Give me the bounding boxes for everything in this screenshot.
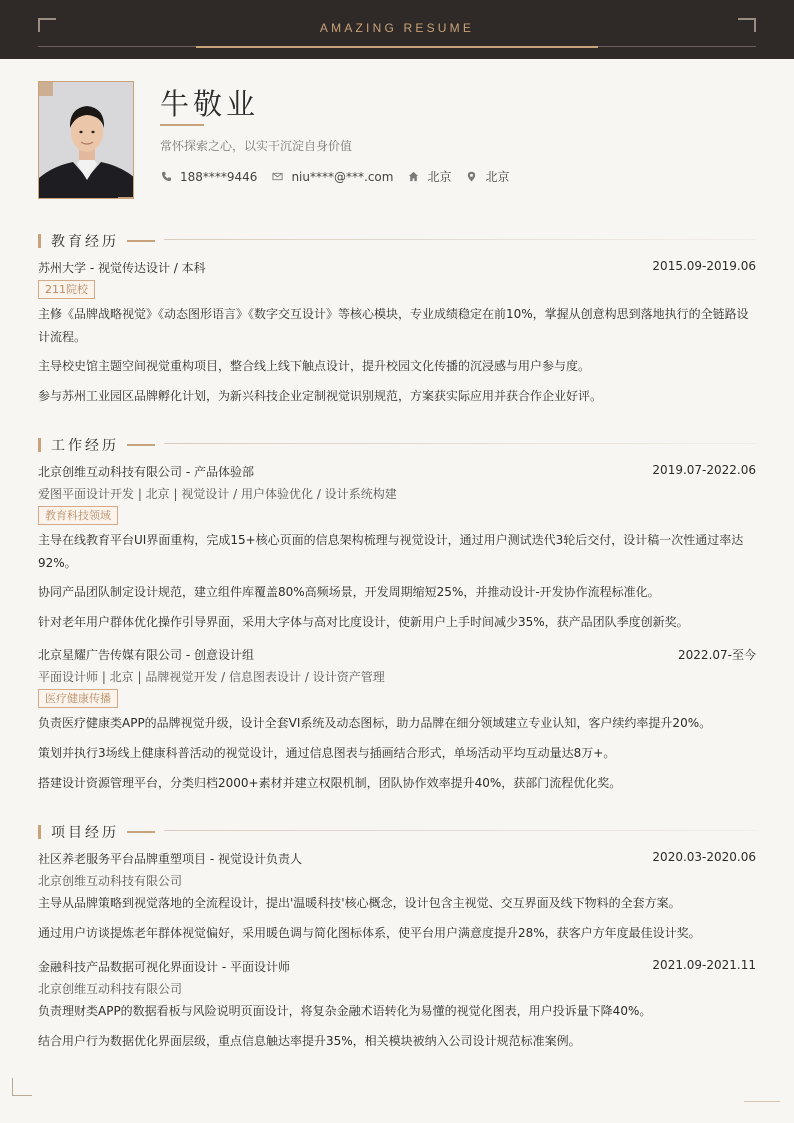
section-heading-projects — [38, 822, 155, 842]
entry-date: 2019.07-2022.06 — [652, 463, 756, 477]
header-bar — [0, 0, 794, 59]
email-address: niu****@***.com — [291, 169, 394, 184]
contact-location — [465, 168, 509, 185]
candidate-name: 牛敬业 — [160, 87, 260, 121]
project-entry-header — [38, 958, 756, 975]
section-title: 工作经历 — [51, 438, 119, 454]
section-divider — [164, 239, 756, 240]
heading-dash — [127, 831, 155, 833]
entry-paragraph: 主导在线教育平台UI界面重构，完成15+核心页面的信息架构梳理与视觉设计，通过用户测试迭代3轮后交付，设计稿一次性通过率达92%。 — [38, 533, 744, 570]
section-heading-education — [38, 231, 155, 251]
section-title: 教育经历 — [51, 234, 119, 250]
heading-dash — [127, 444, 155, 446]
entry-paragraph: 主导从品牌策略到视觉落地的全流程设计，提出'温暖科技'核心概念，设计包含主视觉、交互界面及线下物料的全套方案。 — [38, 896, 681, 910]
name-underline — [160, 124, 204, 126]
section-divider — [164, 830, 756, 831]
photo-corner-accent — [38, 81, 53, 96]
heading-dash — [127, 240, 155, 242]
entry-date: 2021.09-2021.11 — [652, 958, 756, 972]
entry-subtitle: 北京创维互动科技有限公司 — [38, 874, 183, 888]
heading-marker — [38, 234, 41, 248]
section-heading-work — [38, 435, 155, 455]
location-pin-icon — [465, 171, 477, 183]
footer-line — [744, 1101, 780, 1102]
entry-paragraph: 参与苏州工业园区品牌孵化计划，为新兴科技企业定制视觉识别规范，方案获实际应用并获合作企业好评。 — [38, 389, 603, 403]
entry-paragraph: 搭建设计资源管理平台，分类归档2000+素材并建立权限机制，团队协作效率提升40%，获部门流程优化奖。 — [38, 776, 622, 790]
phone-icon — [160, 171, 172, 183]
entry-tag: 医疗健康传播 — [38, 689, 118, 708]
entry-title: 金融科技产品数据可视化界面设计 - 平面设计师 — [38, 960, 290, 974]
motto: 常怀探索之心，以实干沉淀自身价值 — [160, 139, 353, 153]
section-title: 项目经历 — [51, 825, 119, 841]
entry-title: 苏州大学 - 视觉传达设计 / 本科 — [38, 261, 206, 275]
entry-paragraph: 结合用户行为数据优化界面层级，重点信息触达率提升35%，相关模块被纳入公司设计规范标准案例。 — [38, 1034, 581, 1048]
entry-paragraph: 策划并执行3场线上健康科普活动的视觉设计，通过信息图表与插画结合形式，单场活动平均互动量达8万+。 — [38, 746, 616, 760]
contact-email — [271, 170, 393, 184]
contact-phone — [160, 170, 257, 184]
entry-title: 北京星耀广告传媒有限公司 - 创意设计组 — [38, 648, 254, 662]
photo-corner-accent — [118, 197, 134, 199]
entry-tag: 教育科技领域 — [38, 506, 118, 525]
entry-paragraph: 针对老年用户群体优化操作引导界面，采用大字体与高对比度设计，使新用户上手时间减少35%，获产品团队季度创新奖。 — [38, 615, 689, 629]
entry-subtitle: 爱图平面设计开发 | 北京 | 视觉设计 / 用户体验优化 / 设计系统构建 — [38, 487, 397, 501]
mail-icon — [271, 171, 283, 183]
entry-date: 2022.07-至今 — [678, 648, 756, 662]
work-entry-header — [38, 463, 756, 480]
entry-date: 2020.03-2020.06 — [652, 850, 756, 864]
entry-paragraph: 通过用户访谈提炼老年群体视觉偏好，采用暖色调与简化图标体系，使平台用户满意度提升28%，获客户方年度最佳设计奖。 — [38, 926, 701, 940]
entry-subtitle: 北京创维互动科技有限公司 — [38, 982, 183, 996]
contact-row — [160, 168, 523, 185]
heading-marker — [38, 438, 41, 452]
location-city: 北京 — [485, 170, 510, 184]
entry-subtitle: 平面设计师 | 北京 | 品牌视觉开发 / 信息图表设计 / 设计资产管理 — [38, 670, 385, 684]
corner-ornament — [12, 1078, 32, 1096]
project-entry-header — [38, 850, 756, 867]
home-icon — [407, 171, 419, 183]
entry-paragraph: 主导校史馆主题空间视觉重构项目，整合线上线下触点设计，提升校园文化传播的沉浸感与用户参与度。 — [38, 359, 591, 373]
heading-marker — [38, 825, 41, 839]
contact-home — [407, 168, 451, 185]
home-city: 北京 — [427, 170, 452, 184]
header-accent-line — [196, 46, 598, 48]
entry-paragraph: 协同产品团队制定设计规范，建立组件库覆盖80%高频场景，开发周期缩短25%，并推动设计-开发协作流程标准化。 — [38, 585, 660, 599]
education-entry-header — [38, 259, 756, 276]
brand-title: AMAZING RESUME — [319, 21, 475, 35]
work-entry-header — [38, 646, 756, 663]
entry-title: 社区养老服务平台品牌重塑项目 - 视觉设计负责人 — [38, 852, 302, 866]
avatar — [38, 81, 134, 199]
entry-date: 2015.09-2019.06 — [652, 259, 756, 273]
section-divider — [164, 443, 756, 444]
entry-paragraph: 主修《品牌战略视觉》《动态图形语言》《数字交互设计》等核心模块，专业成绩稳定在前10%，掌握从创意构思到落地执行的全链路设计流程。 — [38, 307, 749, 344]
entry-paragraph: 负责理财类APP的数据看板与风险说明页面设计，将复杂金融术语转化为易懂的视觉化图表，用户投诉量下降40%。 — [38, 1004, 652, 1018]
entry-paragraph: 负责医疗健康类APP的品牌视觉升级，设计全套VI系统及动态图标，助力品牌在细分领域建立专业认知，客户续约率提升20%。 — [38, 716, 712, 730]
phone-number: 188****9446 — [180, 169, 258, 184]
entry-title: 北京创维互动科技有限公司 - 产品体验部 — [38, 465, 254, 479]
entry-tag: 211院校 — [38, 280, 95, 299]
